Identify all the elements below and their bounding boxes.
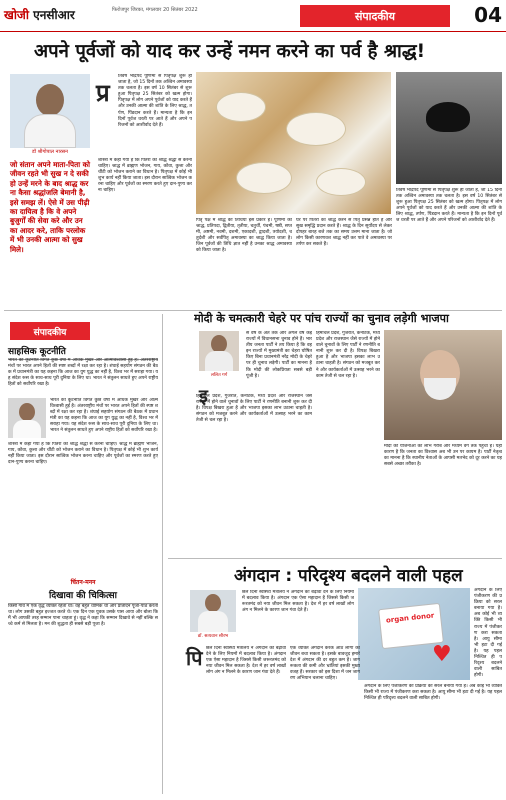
lead-column-4: तिवर्ष भाद्रपद पूर्णिमा से पितृपक्ष शुरू हो जाता है, जो 15 दिनों तक अश्विन अमावस्या तक चलता है। इस वर्ष 10 सितंबर से शुरू हुआ पितृपक्ष 25 सितंबर को खत्म होगा। पितृपक्ष में लोग अपने पूर्वजों को याद करते हैं और उनकी आत्मा की शांति के लिए श्राद्ध, तर्पण, पिंडदान करते हैं। मान्यता है कि इन दिनों पूर्वज धरती पर आते हैं और अपने परिजनों को आशीर्वाद देते हैं।	[396, 188, 502, 224]
page-number: 04	[474, 3, 502, 27]
author2-byline: ललित गर्ग	[210, 373, 228, 378]
angdaan-right: अंगदान के लिए पंजीकरण की प्रक्रिया को सरल बनाया गया है। अब कोई भी व्यक्ति किसी भी राज्य में पंजीकरण करा सकता है। आयु सीमा भी हटा दी गई है। यह पहल निश्चित ही परिदृश्य बदलने वाली साबित होगी।	[474, 588, 502, 679]
angdaan-column-2: एक व्यक्ति अंगदान करके आठ लोगों का जीवन बचा सकता है। इसके बावजूद हमारे देश में अंगदान की दर बहुत कम है। जागरूकता की कमी और भ्रांतियां इसकी मुख्य वजह हैं। सरकार को इस दिशा में जन जागरण अभियान चलाना चाहिए।	[290, 646, 360, 682]
editorial-body-cont: भारत की कूटनीति विगत कुछ वर्षों में अधिक मुखर और आत्मविश्वासी हुई है। अंतरराष्ट्रीय मंचों पर भारत अपने हितों की स्पष्ट शब्दों में रक्षा कर रहा है। शंघाई सहयोग संगठन की बैठक में प्रधानमंत्री का यह कहना कि आज का युग युद्ध का नहीं है, विश्व भर में सराहा गया। यह संदेश रूस के साथ-साथ पूरी दुनिया के लिए था। भारत ने संतुलन साधते हुए अपने राष्ट्रीय हितों को सर्वोपरि रखा है।	[50, 398, 158, 434]
vertical-rule	[162, 314, 163, 794]
author-body	[24, 114, 76, 148]
author2-photo	[199, 331, 239, 371]
thumbnail-head	[19, 403, 35, 421]
feature-body: किसी गांव में एक वृद्ध व्यक्ति रहता था। वह बहुत धार्मिक था और प्रतिदिन पूजा-पाठ करता था। लोग उसकी बहुत इज्जत करते थे। एक दिन एक युवक उसके पास आया और बोला कि मैं भी आपकी तरह सम्मान पाना चाहता हूं। वृद्ध ने कहा कि सम्मान दिखावे से नहीं बल्कि सच्चे कर्म से मिलता है। मन की शुद्धता ही सबसे बड़ी पूजा है।	[8, 604, 158, 628]
editorial-body: भारत की कूटनीति विगत कुछ वर्षों में अधिक मुखर और आत्मविश्वासी हुई है। अंतरराष्ट्रीय मंचों पर भारत अपने हितों की स्पष्ट शब्दों में रक्षा कर रहा है। शंघाई सहयोग संगठन की बैठक में प्रधानमंत्री का यह कहना कि आज का युग युद्ध का नहीं है, विश्व भर में सराहा गया। यह संदेश रूस के साथ-साथ पूरी दुनिया के लिए था। भारत ने संतुलन साधते हुए अपने राष्ट्रीय हितों को सर्वोपरि रखा है।	[8, 358, 158, 388]
author-photo	[10, 74, 90, 148]
newspaper-logo[interactable]	[4, 6, 75, 23]
angdaan-column-1: छले दिनों स्वास्थ्य मंत्रालय ने अंगदान को बढ़ावा देने के लिए नियमों में बदलाव किया है। अंगदान एक ऐसा महादान है जिससे किसी जरूरतमंद को नया जीवन मिल सकता है। देश में हर वर्ष लाखों लोग अंग न मिलने के कारण जान गंवा देते हैं।	[206, 646, 286, 676]
masthead	[0, 0, 506, 32]
crow-shape	[426, 102, 470, 132]
modi-column-3: मोदी की योजनाओं का लाभ गरीब और मध्यम वर्ग तक पहुंचा है। यही कारण है कि जनता का विश्वास अब भी उन पर कायम है। पार्टी नेतृत्व का मानना है कि स्थानीय नेताओं के आपसी मतभेद को दूर करने का यह सबसे अच्छा तरीका है।	[384, 444, 502, 468]
author2-body	[205, 351, 233, 371]
thumbnail-body	[13, 420, 41, 438]
plate-shape	[216, 92, 266, 122]
logo-part-1: खोजी	[4, 8, 29, 22]
author3-photo	[190, 590, 236, 632]
editorial-title[interactable]: साहसिक कूटनीति	[8, 344, 158, 360]
plate-shape	[316, 168, 366, 196]
modi-column-1b: हिमाचल प्रदेश, गुजरात, कर्नाटक, मध्य प्रदेश और राजस्थान जैसे राज्यों में होने वाले चुनावों के लिए पार्टी ने रणनीति बनानी शुरू कर दी है। विपक्ष बिखरा हुआ है और भाजपा इसका लाभ उठाना चाहती है। संगठन को मजबूत करने और कार्यकर्ताओं में उत्साह भरने का काम तेजी से चल रहा है।	[196, 394, 312, 424]
angdaan-column-3: अंगदान के लिए पंजीकरण की प्रक्रिया को सरल बनाया गया है। अब कोई भी व्यक्ति किसी भी राज्य में पंजीकरण करा सकता है। आयु सीमा भी हटा दी गई है। यह पहल निश्चित ही परिदृश्य बदलने वाली साबित होगी।	[364, 684, 502, 702]
author3-body	[198, 611, 228, 632]
editorial-body-cont2: शास्त्रों में कहा गया है कि पितरों का श्राद्ध श्रद्धा से करना चाहिए। श्राद्ध में ब्राह्मण भोजन, गाय, कौवा, कुत्ता और चींटी को भोजन कराने का विधान है। पितृपक्ष में कोई भी शुभ कार्य नहीं किया जाता। इस दौरान सात्विक भोजन करना चाहिए और पूर्वजों का स्मरण करते हुए दान-पुण्य करना चाहिए।	[8, 442, 158, 466]
lead-headline[interactable]: अपने पूर्वजों को याद कर उन्हें नमन करने का पर्व है श्राद्ध!	[34, 41, 426, 62]
donor-card-text: organ donor	[385, 611, 435, 625]
section-title: संपादकीय	[300, 5, 450, 27]
author3-head	[205, 594, 221, 612]
lead-column-3: घर पर पितरों का श्राद्ध करने से पितृ प्रसन्न होते हैं और सुख समृद्धि प्रदान करते हैं। श्राद्ध के दिन सूर्योदय से लेकर दोपहर बारह बजे तक का समय उत्तम माना जाता है। जो लोग किसी कारणवश श्राद्ध नहीं कर पाते वे अमावस्या पर तर्पण कर सकते हैं।	[296, 218, 392, 248]
author-head	[36, 84, 64, 116]
modi-photo	[384, 330, 502, 440]
modi-thumbnail	[8, 398, 46, 438]
shraddh-food-photo	[196, 72, 391, 214]
feature-title[interactable]: दिखावा की चिकित्सा	[8, 588, 158, 604]
author3-byline: डॉ. सत्यवान सौरभ	[197, 634, 229, 639]
lead-column-1: तिवर्ष भाद्रपद पूर्णिमा से पितृपक्ष शुरू हो जाता है, जो 15 दिनों तक अश्विन अमावस्या तक चलता है। इस वर्ष 10 सितंबर से शुरू हुआ पितृपक्ष 25 सितंबर को खत्म होगा। पितृपक्ष में लोग अपने पूर्वजों को याद करते हैं और उनकी आत्मा की शांति के लिए श्राद्ध, तर्पण, पिंडदान करते हैं। मान्यता है कि इन दिनों पूर्वज धरती पर आते हैं और अपने परिजनों को आशीर्वाद देते हैं।	[118, 74, 192, 128]
author-byline: डॉ श्रीगोपाल नारसन	[32, 149, 68, 155]
plate-shape	[286, 112, 346, 146]
logo-part-2: एनसीआर	[28, 8, 75, 22]
modi-column-1: स वर्ष के अंत तक और अगले वर्ष कई राज्यों में विधानसभा चुनाव होने हैं। भारतीय जनता पार्टी ने तय किया है कि वह इन राज्यों में मुख्यमंत्री का चेहरा घोषित किए बिना प्रधानमंत्री नरेंद्र मोदी के चेहरे पर ही चुनाव लड़ेगी। पार्टी का मानना है कि मोदी की लोकप्रियता सबसे बड़ी पूंजी है।	[246, 331, 312, 379]
crow-photo	[396, 72, 502, 184]
organ-donor-image	[358, 588, 470, 680]
feature-tag: चिंतन-मनन	[70, 579, 96, 586]
plate-shape	[236, 162, 292, 194]
beard-shape	[424, 378, 456, 400]
heart-icon: ♥	[432, 642, 452, 667]
modi-headline[interactable]: मोदी के चमत्कारी चेहरे पर पांच राज्यों का चुनाव लड़ेगी भाजपा	[194, 312, 449, 325]
drop-cap: प्र	[96, 79, 110, 107]
angdaan-intro: छले दिनों स्वास्थ्य मंत्रालय ने अंगदान को बढ़ावा देने के लिए नियमों में बदलाव किया है। अंगदान एक ऐसा महादान है जिससे किसी जरूरतमंद को नया जीवन मिल सकता है। देश में हर वर्ष लाखों लोग अंग न मिलने के कारण जान गंवा देते हैं।	[242, 590, 354, 614]
modi-column-2: हिमाचल प्रदेश, गुजरात, कर्नाटक, मध्य प्रदेश और राजस्थान जैसे राज्यों में होने वाले चुनावों के लिए पार्टी ने रणनीति बनानी शुरू कर दी है। विपक्ष बिखरा हुआ है और भाजपा इसका लाभ उठाना चाहती है। संगठन को मजबूत करने और कार्यकर्ताओं में उत्साह भरने का काम तेजी से चल रहा है।	[316, 331, 380, 379]
editorial-banner: संपादकीय	[10, 322, 90, 340]
lead-column-2: पितृ पक्ष में श्राद्ध की तिथियां इस प्रकार हैं। पूर्णिमा का श्राद्ध, प्रतिपदा, द्वितीया, तृतीया, चतुर्थी, पंचमी, षष्ठी, सप्तमी, अष्टमी, नवमी, दशमी, एकादशी, द्वादशी, त्रयोदशी, चतुर्दशी और सर्वपितृ अमावस्या का श्राद्ध किया जाता है। जिन पूर्वजों की तिथि ज्ञात नहीं है उनका श्राद्ध अमावस्या को किया जाता है।	[196, 218, 292, 254]
drop-cap-2: इ	[199, 386, 208, 407]
angdaan-headline[interactable]: अंगदान : परिदृश्य बदलने वाली पहल	[234, 566, 463, 586]
dateline: फिरोजपुर जिरका, मंगलवार 20 सितंबर 2022	[112, 7, 198, 13]
lead-column-1b: शास्त्रों में कहा गया है कि पितरों का श्राद्ध श्रद्धा से करना चाहिए। श्राद्ध में ब्राह्मण भोजन, गाय, कौवा, कुत्ता और चींटी को भोजन कराने का विधान है। पितृपक्ष में कोई भी शुभ कार्य नहीं किया जाता। इस दौरान सात्विक भोजन करना चाहिए और पूर्वजों का स्मरण करते हुए दान-पुण्य करना चाहिए।	[98, 158, 192, 194]
horizontal-rule-2	[168, 558, 502, 559]
pull-quote: जो संतान अपने माता-पिता को जीवन रहते भी सुख न दे सकी हो उन्हें मरने के बाद श्राद्ध करना कैसा श्रद्धांजलि बेमानी है, इसे समझ लें। ऐसे में उस पीढ़ी का दायित्व है कि वे अपने बुजुर्गों की सेवा करे और उनका आदर करे, ताकि परलोक में भी उनकी आत्मा को सुख मिले।	[10, 160, 90, 254]
drop-cap-3: पि	[186, 646, 203, 670]
